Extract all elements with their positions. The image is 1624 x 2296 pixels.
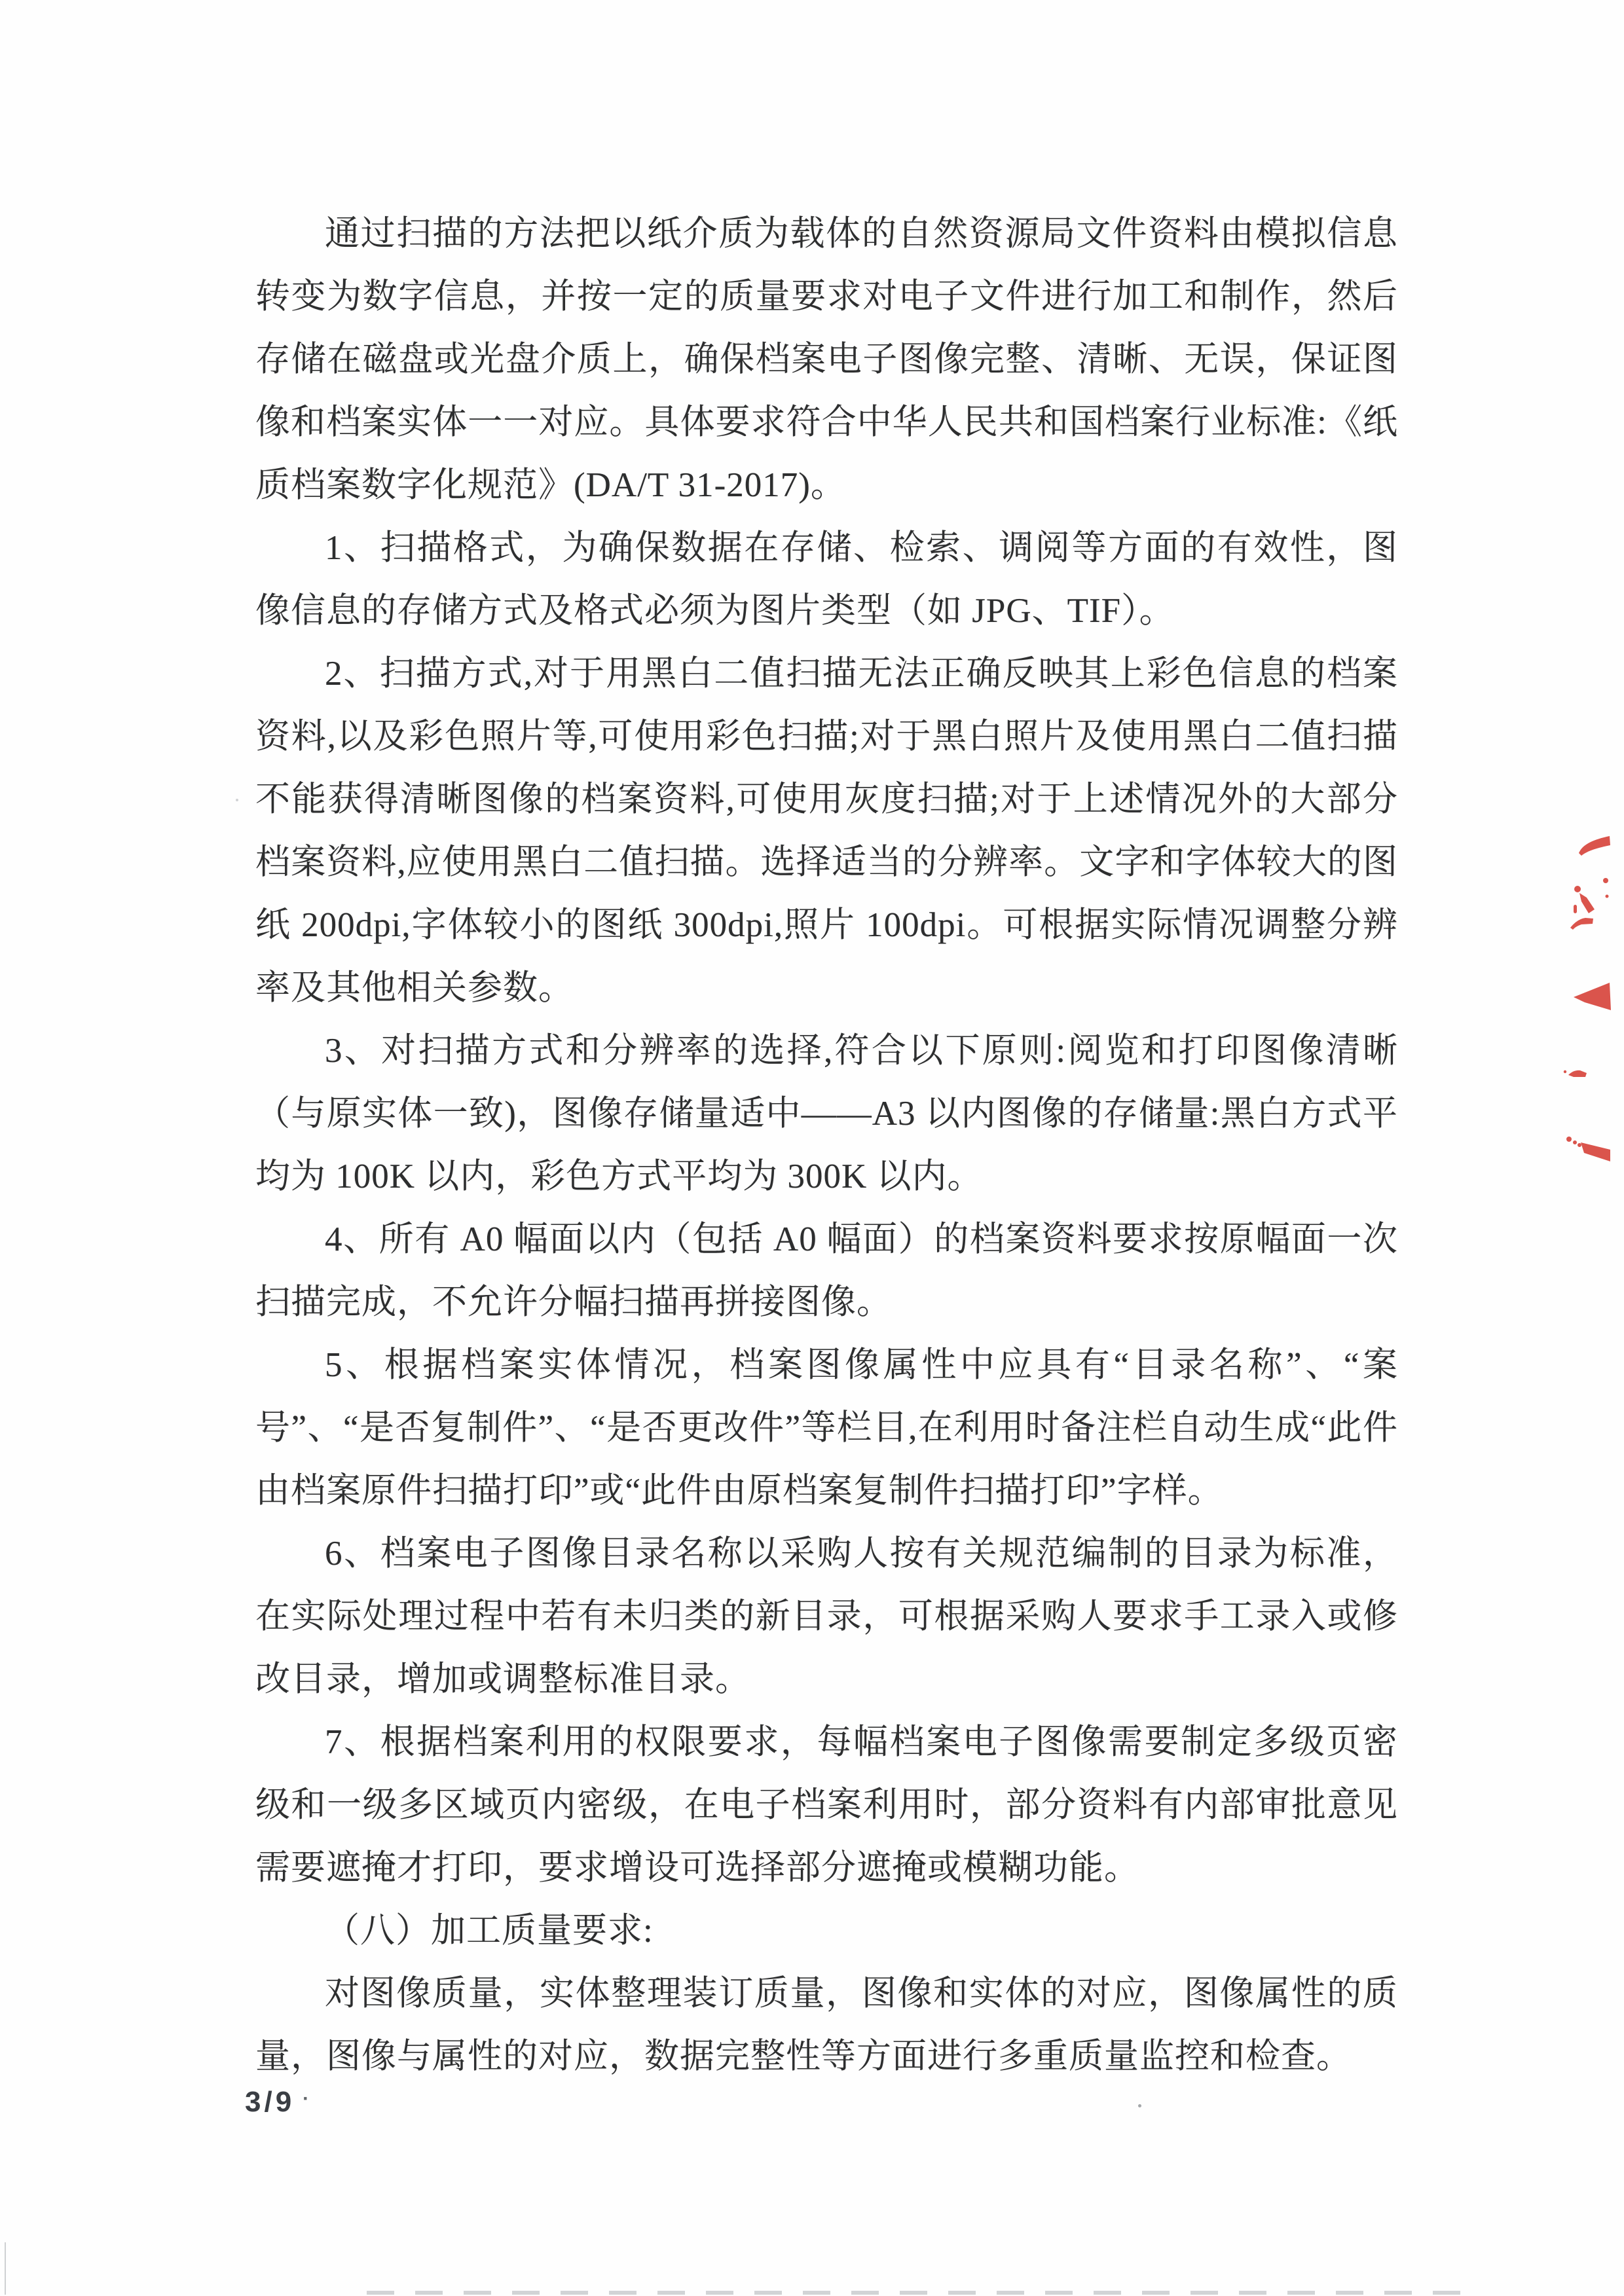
paragraph-item-1-scan-format: 1、扫描格式，为确保数据在存储、检索、调阅等方面的有效性，图像信息的存储方式及格式必须为图片类型（如 JPG、TIF）。 xyxy=(255,529,1398,630)
paragraph-item-6-catalog-names: 6、档案电子图像目录名称以采购人按有关规范编制的目录为标准，在实际处理过程中若有未归类的新目录，可根据采购人要求手工录入或修改目录，增加或调整标准目录。 xyxy=(255,1535,1398,1698)
scan-edge-artifact xyxy=(5,2242,6,2295)
red-triangle-icon xyxy=(1574,983,1611,1010)
paragraph-item-3-resolution-principles: 3、对扫描方式和分辨率的选择,符合以下原则:阅览和打印图像清晰（与原实体一致)，图像存储量适中——A3 以内图像的存储量:黑白方式平均为 100K 以内，彩色方式平均为 300K 以内。 xyxy=(255,1032,1398,1195)
red-short-dash-icon xyxy=(1564,1070,1587,1077)
red-brush-stroke-bottom-icon xyxy=(1566,1137,1610,1161)
page-number: 3/9 xyxy=(245,2086,295,2118)
paragraph-item-7-access-levels: 7、根据档案利用的权限要求，每幅档案电子图像需要制定多级页密级和一级多区域页内密级，在电子档案利用时，部分资料有内部审批意见需要遮掩才打印，要求增设可选择部分遮掩或模糊功能。 xyxy=(255,1723,1398,1887)
paragraph-item-4-a0-single-scan: 4、所有 A0 幅面以内（包括 A0 幅面）的档案资料要求按原幅面一次扫描完成，不允许分幅扫描再拼接图像。 xyxy=(255,1220,1398,1321)
document-body xyxy=(255,202,1398,2088)
scan-speck xyxy=(236,799,238,801)
paragraph-intro: 通过扫描的方法把以纸介质为载体的自然资源局文件资料由模拟信息转变为数字信息，并按一定的质量要求对电子文件进行加工和制作，然后存储在磁盘或光盘介质上，确保档案电子图像完整、清晰、无误，保证图像和档案实体一一对应。具体要求符合中华人民共和国档案行业标准:《纸质档案数字化规范》(DA/T 31-2017)。 xyxy=(255,215,1398,504)
red-brush-stroke-top-icon xyxy=(1579,836,1610,856)
scan-speck xyxy=(1138,2104,1141,2107)
bleed-through-text-fringe xyxy=(367,2291,1467,2295)
paragraph-item-5-image-attributes: 5、根据档案实体情况，档案图像属性中应具有“目录名称”、“案号”、“是否复制件”、“是否更改件”等栏目,在利用时备注栏自动生成“此件由档案原件扫描打印”或“此件由原档案复制件扫描打印”字样。 xyxy=(255,1346,1398,1510)
paragraph-item-2-scan-mode: 2、扫描方式,对于用黑白二值扫描无法正确反映其上彩色信息的档案资料,以及彩色照片等,可使用彩色扫描;对于黑白照片及使用黑白二值扫描不能获得清晰图像的档案资料,可使用灰度扫描;对于上述情况外的大部分档案资料,应使用黑白二值扫描。选择适当的分辨率。文字和字体较大的图纸 200dpi,字体较小的图纸 300dpi,照片 100dpi。可根据实际情况调整分辨率及其他相关参数。 xyxy=(255,655,1398,1007)
paragraph-heading-8-quality-requirements: （八）加工质量要求: xyxy=(325,1912,654,1950)
red-ink-marks xyxy=(1562,828,1614,1165)
footer-dot: · xyxy=(303,2088,310,2109)
red-handwriting-fragment-icon xyxy=(1570,878,1609,930)
page-footer xyxy=(245,2086,309,2119)
paragraph-quality-monitoring: 对图像质量，实体整理装订质量，图像和实体的对应，图像属性的质量，图像与属性的对应，数据完整性等方面进行多重质量监控和检查。 xyxy=(255,1975,1398,2075)
